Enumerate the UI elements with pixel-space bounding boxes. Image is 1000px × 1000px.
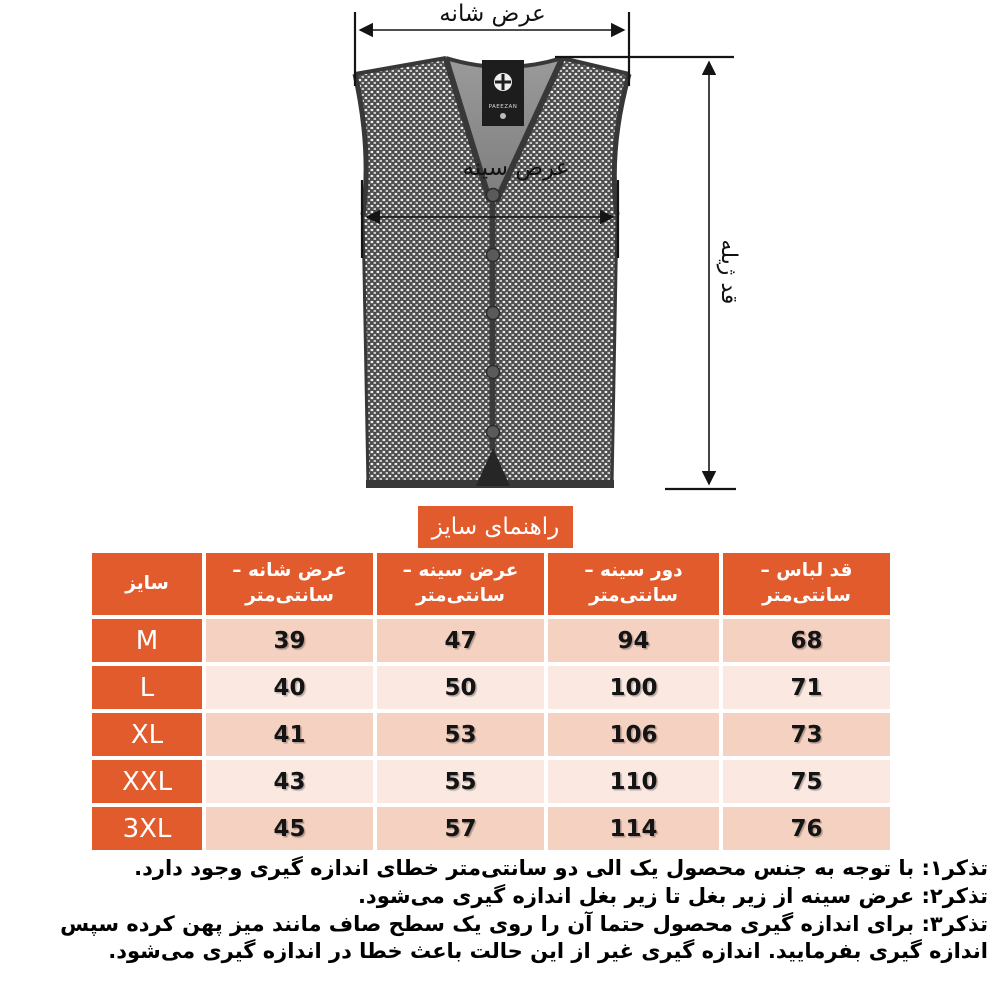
cell-M-length: 68 [723, 619, 890, 662]
size-guide-title: راهنمای سایز [418, 506, 573, 548]
chest-width-label: عرض سینه [462, 155, 570, 181]
cell-XL-length: 73 [723, 713, 890, 756]
table-header-chest-round: دور سینه – سانتی‌متر [548, 553, 719, 615]
table-header-chest-width: عرض سینه – سانتی‌متر [377, 553, 544, 615]
note-3: تذکر۳: برای اندازه گیری محصول حتما آن را روی یک سطح صاف مانند میز پهن کرده سپس اندازه گیری بفرمایید. اندازه گیری غیر از این حالت باعث خطا در اندازه گیری می‌شود. [60, 912, 988, 963]
cell-XXL-shoulder: 43 [206, 760, 373, 803]
note-2: تذکر۲: عرض سینه از زیر بغل تا زیر بغل اندازه گیری می‌شود. [357, 884, 988, 908]
cell-3XL-shoulder: 45 [206, 807, 373, 850]
size-label-XXL: XXL [92, 760, 202, 803]
size-label-L: L [92, 666, 202, 709]
vest-length-label: قد ژیله [716, 239, 741, 305]
brand-tag-text: PAEEZAN [488, 104, 518, 110]
cell-XL-shoulder: 41 [206, 713, 373, 756]
table-header-length: قد لباس – سانتی‌متر [723, 553, 890, 615]
cell-L-chest-round: 100 [548, 666, 719, 709]
cell-XXL-chest-width: 55 [377, 760, 544, 803]
measurement-notes [12, 855, 988, 966]
cell-3XL-length: 76 [723, 807, 890, 850]
cell-XL-chest-width: 53 [377, 713, 544, 756]
cell-L-length: 71 [723, 666, 890, 709]
size-table [92, 553, 890, 850]
note-1: تذکر۱: با توجه به جنس محصول یک الی دو سانتی‌متر خطای اندازه گیری وجود دارد. [134, 856, 988, 880]
vest-placket [490, 196, 496, 450]
cell-XXL-chest-round: 110 [548, 760, 719, 803]
size-label-3XL: 3XL [92, 807, 202, 850]
table-header-shoulder: عرض شانه – سانتی‌متر [206, 553, 373, 615]
cell-L-shoulder: 40 [206, 666, 373, 709]
vest-illustration [355, 58, 629, 486]
cell-3XL-chest-width: 57 [377, 807, 544, 850]
cell-L-chest-width: 50 [377, 666, 544, 709]
cell-3XL-chest-round: 114 [548, 807, 719, 850]
size-label-M: M [92, 619, 202, 662]
shoulder-width-label: عرض شانه [439, 1, 546, 27]
cell-M-chest-width: 47 [377, 619, 544, 662]
brand-tag [482, 60, 524, 126]
cell-XL-chest-round: 106 [548, 713, 719, 756]
size-label-XL: XL [92, 713, 202, 756]
cell-M-shoulder: 39 [206, 619, 373, 662]
cell-M-chest-round: 94 [548, 619, 719, 662]
table-header-size: سایز [92, 553, 202, 615]
vest-diagram [340, 0, 740, 500]
cell-XXL-length: 75 [723, 760, 890, 803]
